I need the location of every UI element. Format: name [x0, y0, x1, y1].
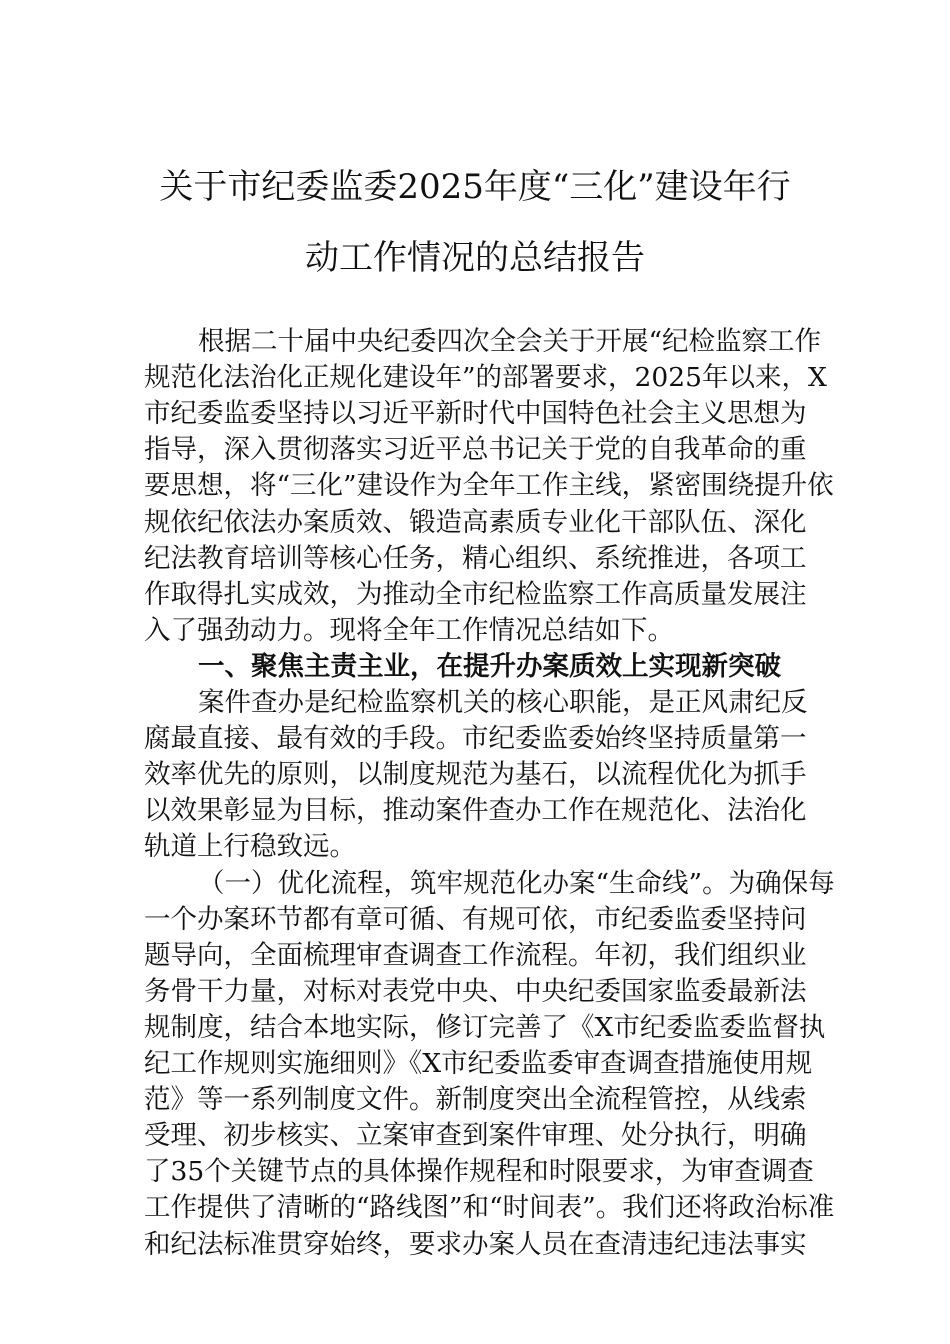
body-text-line: 范》等一系列制度文件。新制度突出全流程管控，从线索: [144, 1084, 807, 1116]
document-title-line-2: 动工作情况的总结报告: [305, 238, 645, 278]
body-text-line: 效率优先的原则，以制度规范为基石，以流程优化为抓手: [144, 759, 807, 791]
body-text-line: 指导，深入贯彻落实习近平总书记关于党的自我革命的重: [144, 434, 807, 466]
body-text-line: 规范化法治化正规化建设年”的部署要求，2025年以来，X: [144, 362, 827, 394]
body-text-line: 腐最直接、最有效的手段。市纪委监委始终坚持质量第一: [144, 723, 807, 755]
body-text-line: 以效果彰显为目标，推动案件查办工作在规范化、法治化: [144, 795, 807, 827]
body-text-line: 工作提供了清晰的“路线图”和“时间表”。我们还将政治标准: [144, 1192, 835, 1224]
body-text-line: 纪法教育培训等核心任务，精心组织、系统推进，各项工: [144, 542, 807, 574]
body-text-line: 要思想，将“三化”建设作为全年工作主线，紧密围绕提升依: [144, 470, 834, 502]
body-text-line: 案件查办是纪检监察机关的核心职能，是正风肃纪反: [198, 687, 808, 718]
body-text-line: 了35个关键节点的具体操作规程和时限要求，为审查调查: [144, 1156, 814, 1188]
body-text-line: 受理、初步核实、立案审查到案件审理、处分执行，明确: [144, 1120, 807, 1152]
body-text-line: 一个办案环节都有章可循、有规可依，市纪委监委坚持问: [144, 903, 807, 935]
body-text-line: 纪工作规则实施细则》《X市纪委监委审查调查措施使用规: [144, 1048, 813, 1079]
section-heading: 一、聚焦主责主业，在提升办案质效上实现新突破: [198, 650, 781, 682]
body-text-line: 市纪委监委坚持以习近平新时代中国特色社会主义思想为: [144, 398, 807, 430]
body-text-line: 题导向，全面梳理审查调查工作流程。年初，我们组织业: [144, 939, 807, 971]
body-text-line: 轨道上行稳致远。: [144, 831, 356, 863]
body-text-line: 作取得扎实成效，为推动全市纪检监察工作高质量发展注: [144, 578, 807, 610]
body-text-line: 务骨干力量，对标对表党中央、中央纪委国家监委最新法: [144, 975, 807, 1007]
body-text-line: 入了强劲动力。现将全年工作情况总结如下。: [144, 614, 674, 646]
body-text-line: 和纪法标准贯穿始终，要求办案人员在查清违纪违法事实: [144, 1228, 807, 1260]
body-text-line: 规制度，结合本地实际，修订完善了《X市纪委监委监督执: [144, 1011, 826, 1043]
document-title-line-1: 关于市纪委监委2025年度“三化”建设年行: [159, 167, 791, 207]
body-text-line: （一）优化流程，筑牢规范化办案“生命线”。为确保每: [198, 867, 835, 899]
body-text-line: 规依纪依法办案质效、锻造高素质专业化干部队伍、深化: [144, 506, 807, 538]
body-text-line: 根据二十届中央纪委四次全会关于开展“纪检监察工作: [198, 326, 822, 357]
